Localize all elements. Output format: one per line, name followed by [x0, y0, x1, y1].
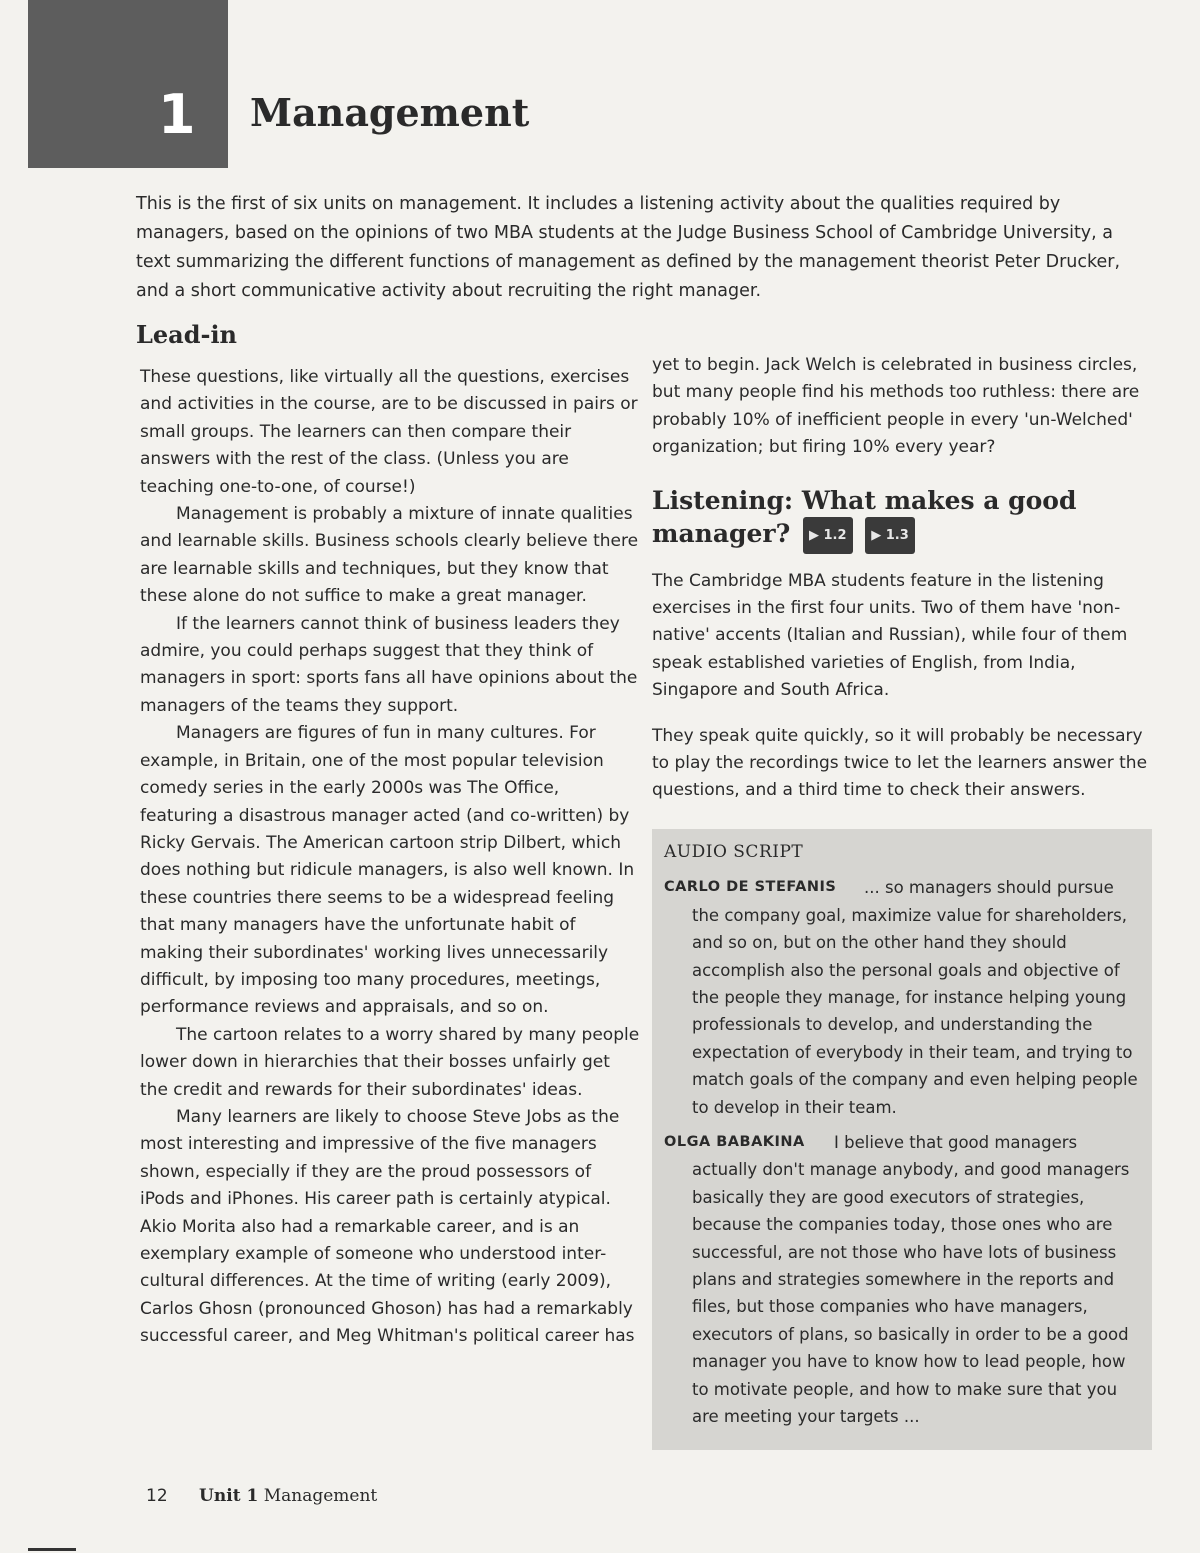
- unit-title: Management: [250, 90, 530, 135]
- footer-unit-name: Management: [263, 1486, 378, 1506]
- page-footer: [146, 1486, 377, 1506]
- audio-script-entry: [664, 1127, 1142, 1430]
- lead-in-heading: Lead-in: [136, 320, 238, 349]
- lead-in-paragraph: If the learners cannot think of business leaders they admire, you could perhaps suggest that they think of managers in sport: sports fans all have opinions about the managers of the teams they support.: [140, 613, 638, 716]
- audio-script-title: AUDIO SCRIPT: [664, 841, 804, 862]
- lead-in-paragraph: These questions, like virtually all the questions, exercises and activities in the course, are to be discussed in pairs or small groups. The learners can then compare their answers with the rest of the class. (Unless you are teaching one-to-one, of course!): [140, 367, 638, 497]
- lead-in-paragraph: Management is probably a mixture of innate qualities and learnable skills. Business schools clearly believe there are learnable skills and techniques, but they know that these alone do not suffice to make a great manager.: [140, 504, 639, 607]
- lead-in-paragraph: Many learners are likely to choose Steve Jobs as the most interesting and impressive of the five managers shown, especially if they are the proud possessors of iPods and iPhones. His career path is certainly atypical. Akio Morita also had a remarkable career, and is an exemplary example of someone who understood inter-cultural differences. At the time of writing (early 2009), Carlos Ghosn (pronounced Ghoson) has had a remarkably successful career, and Meg Whitman's political career has: [140, 1106, 635, 1347]
- listening-paragraph: They speak quite quickly, so it will probably be necessary to play the recordings twice to let the learners answer the questions, and a third time to check their answers.: [652, 725, 1148, 801]
- audio-track-number: 1.3: [885, 527, 909, 543]
- audio-script-box: [652, 829, 1152, 1451]
- right-column: [652, 352, 1152, 1450]
- intro-paragraph: This is the first of six units on management. It includes a listening activity about the qualities required by managers, based on the opinions of two MBA students at the Judge Business School of Cambridge University, a text summarizing the different functions of management as defined by the management theorist Peter Drucker, and a short communicative activity about recruiting the right manager.: [136, 194, 1121, 301]
- page-number: 12: [146, 1486, 168, 1506]
- speaker-text: I believe that good managers actually don't manage anybody, and good managers basically they are good executors of strategies, because the companies today, those ones who are successful, are not those who have lots of business plans and strategies somewhere in the reports and files, but those companies who have managers, executors of plans, so basically in order to be a good manager you have to know how to lead people, how to motivate people, and how to make sure that you are meeting your targets ...: [692, 1132, 1130, 1427]
- lead-in-paragraph: yet to begin. Jack Welch is celebrated in business circles, but many people find his methods too ruthless: there are probably 10% of inefficient people in every 'un-Welched' organization; but firing 10% every year?: [652, 355, 1140, 458]
- audio-script-entry: [664, 872, 1142, 1121]
- audio-track-badge: ▶ 1.2: [803, 517, 853, 554]
- speaker-name: OLGA BABAKINA: [664, 1133, 805, 1150]
- lead-in-paragraph: Managers are figures of fun in many cultures. For example, in Britain, one of the most popular television comedy series in the early 2000s was The Office, featuring a disastrous manager acted (and co-written) by Ricky Gervais. The American cartoon strip Dilbert, which does nothing but ridicule managers, is also well known. In these countries there seems to be a widespread feeling that many managers have the unfortunate habit of making their subordinates' working lives unnecessarily difficult, by imposing too many procedures, meetings, performance reviews and appraisals, and so on.: [140, 723, 635, 1018]
- footer-unit-label: Unit 1: [199, 1486, 259, 1506]
- bottom-rule: [28, 1548, 76, 1551]
- lead-in-paragraph: The cartoon relates to a worry shared by many people lower down in hierarchies that their bosses unfairly get the credit and rewards for their subordinates' ideas.: [140, 1024, 640, 1100]
- audio-track-number: 1.2: [823, 527, 847, 543]
- speaker-name: CARLO DE STEFANIS: [664, 879, 837, 896]
- unit-number-block: [28, 0, 228, 168]
- listening-heading-title: What makes a good manager?: [652, 485, 1077, 548]
- listening-heading: [652, 484, 1152, 554]
- listening-paragraph: The Cambridge MBA students feature in the listening exercises in the first four units. Two of them have 'non-native' accents (Italian and Russian), while four of them speak established varieties of English, from India, Singapore and South Africa.: [652, 570, 1128, 701]
- audio-track-badge: ▶ 1.3: [865, 517, 915, 554]
- left-column: [140, 364, 640, 1351]
- unit-number: 1: [158, 83, 196, 146]
- speaker-text: ... so managers should pursue the company goal, maximize value for shareholders, and so on, but on the other hand they should accomplish also the personal goals and objective of the people they manage, for instance helping young professionals to develop, and understanding the expectation of everybody in their team, and trying to match goals of the company and even helping people to develop in their team.: [692, 878, 1138, 1117]
- listening-heading-label: Listening:: [652, 485, 794, 515]
